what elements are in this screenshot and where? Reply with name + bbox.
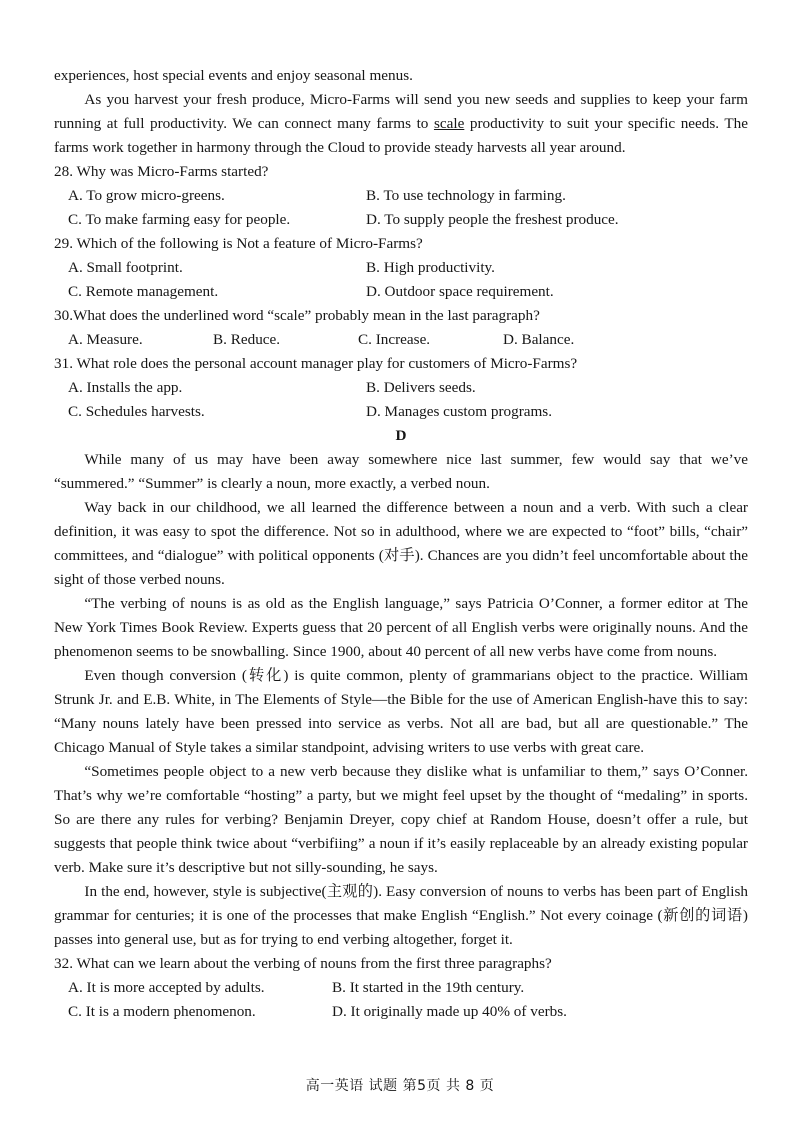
- exam-page: [54, 64, 748, 1024]
- option-a: A. Installs the app.: [68, 379, 183, 396]
- passage-c-text-before: As you harvest your fresh produce, Micro-Farms will send you new seeds and supplies to keep your farm running at full productivity. We can connect many farms to: [54, 91, 748, 132]
- question-28: [54, 160, 748, 232]
- option-c: C. It is a modern phenomenon.: [68, 1003, 256, 1020]
- question-29: [54, 232, 748, 304]
- option-d: D. To supply people the freshest produce.: [366, 211, 619, 228]
- question-31: [54, 352, 748, 424]
- option-d: D. Manages custom programs.: [366, 403, 553, 420]
- question-stem: 29. Which of the following is Not a feature of Micro-Farms?: [54, 235, 423, 252]
- option-c: C. Schedules harvests.: [68, 403, 205, 420]
- option-b: B. Delivers seeds.: [366, 379, 476, 396]
- option-a: A. Small footprint.: [68, 259, 183, 276]
- option-d: D. Outdoor space requirement.: [366, 283, 554, 300]
- question-stem: 32. What can we learn about the verbing of nouns from the first three paragraphs?: [54, 955, 552, 972]
- question-stem: 30.What does the underlined word “scale” probably mean in the last paragraph?: [54, 307, 540, 324]
- passage-d-paragraph-1: While many of us may have been away somewhere nice last summer, few would say that we’ve “summered.” “Summer” is clearly a noun, more exactly, a verbed noun.: [54, 451, 748, 492]
- option-d: D. It originally made up 40% of verbs.: [332, 1003, 567, 1020]
- option-b: B. It started in the 19th century.: [332, 979, 525, 996]
- passage-c-tail: experiences, host special events and enjoy seasonal menus.: [54, 67, 413, 84]
- option-a: A. To grow micro-greens.: [68, 187, 225, 204]
- option-b: B. To use technology in farming.: [366, 187, 566, 204]
- page-footer: 高一英语 试题 第5页 共 8 页: [305, 1078, 495, 1094]
- passage-d-paragraph-5: “Sometimes people object to a new verb because they dislike what is unfamiliar to them,” says O’Conner. That’s why we’re comfortable “hosting” a party, but we might feel upset by the thought of “medaling” in sports. So are there any rules for verbing? Benjamin Dreyer, copy chief at Random House, doesn’t offer a rule, but suggests that people think twice about “verbifiing” a noun if it’s easily replaceable by an already existing popular verb. Make sure it’s descriptive but not silly-sounding, he says.: [54, 763, 748, 876]
- underlined-word-scale: scale: [433, 115, 465, 132]
- option-d: D. Balance.: [503, 331, 575, 348]
- option-c: C. Increase.: [358, 331, 431, 348]
- passage-d-paragraph-4: Even though conversion (转化) is quite common, plenty of grammarians object to the practice. William Strunk Jr. and E.B. White, in The Elements of Style—the Bible for the use of American English-have this to say: “Many nouns lately have been pressed into service as verbs. Not all are bad, but all are questionable.” The Chicago Manual of Style takes a similar standpoint, advising writers to use verbs with great care.: [54, 667, 748, 756]
- option-a: A. Measure.: [68, 331, 143, 348]
- option-a: A. It is more accepted by adults.: [68, 979, 265, 996]
- question-30: [54, 304, 748, 352]
- question-stem: 31. What role does the personal account manager play for customers of Micro-Farms?: [54, 355, 578, 372]
- passage-c-last-paragraph: [54, 88, 748, 160]
- option-c: C. To make farming easy for people.: [68, 211, 291, 228]
- option-c: C. Remote management.: [68, 283, 219, 300]
- question-stem: 28. Why was Micro-Farms started?: [54, 163, 269, 180]
- passage-d-paragraph-2: Way back in our childhood, we all learned the difference between a noun and a verb. With such a clear definition, it was easy to spot the difference. Not so in adulthood, where we are expected to “foot” bills, “chair” committees, and “dialogue” with political opponents (对手). Chances are you didn’t feel uncomfortable about the sight of those verbed nouns.: [54, 499, 748, 588]
- passage-d-paragraph-3: “The verbing of nouns is as old as the English language,” says Patricia O’Conner, a former editor at The New York Times Book Review. Experts guess that 20 percent of all English verbs were originally nouns. And the phenomenon seems to be snowballing. Since 1900, about 40 percent of all new verbs have come from nouns.: [54, 595, 748, 660]
- option-b: B. Reduce.: [213, 331, 281, 348]
- option-b: B. High productivity.: [366, 259, 495, 276]
- passage-d-paragraph-6: In the end, however, style is subjective(主观的). Easy conversion of nouns to verbs has been part of English grammar for centuries; it is one of the processes that make English “English.” Not every coinage (新创的词语) passes into general use, but as for trying to end verbing altogether, forget it.: [54, 883, 748, 948]
- passage-c-text-after: productivity to suit your specific needs. The farms work together in harmony through the Cloud to provide steady harvests all year around.: [54, 115, 748, 156]
- section-heading-d: D: [395, 427, 407, 444]
- question-32: [54, 952, 748, 1024]
